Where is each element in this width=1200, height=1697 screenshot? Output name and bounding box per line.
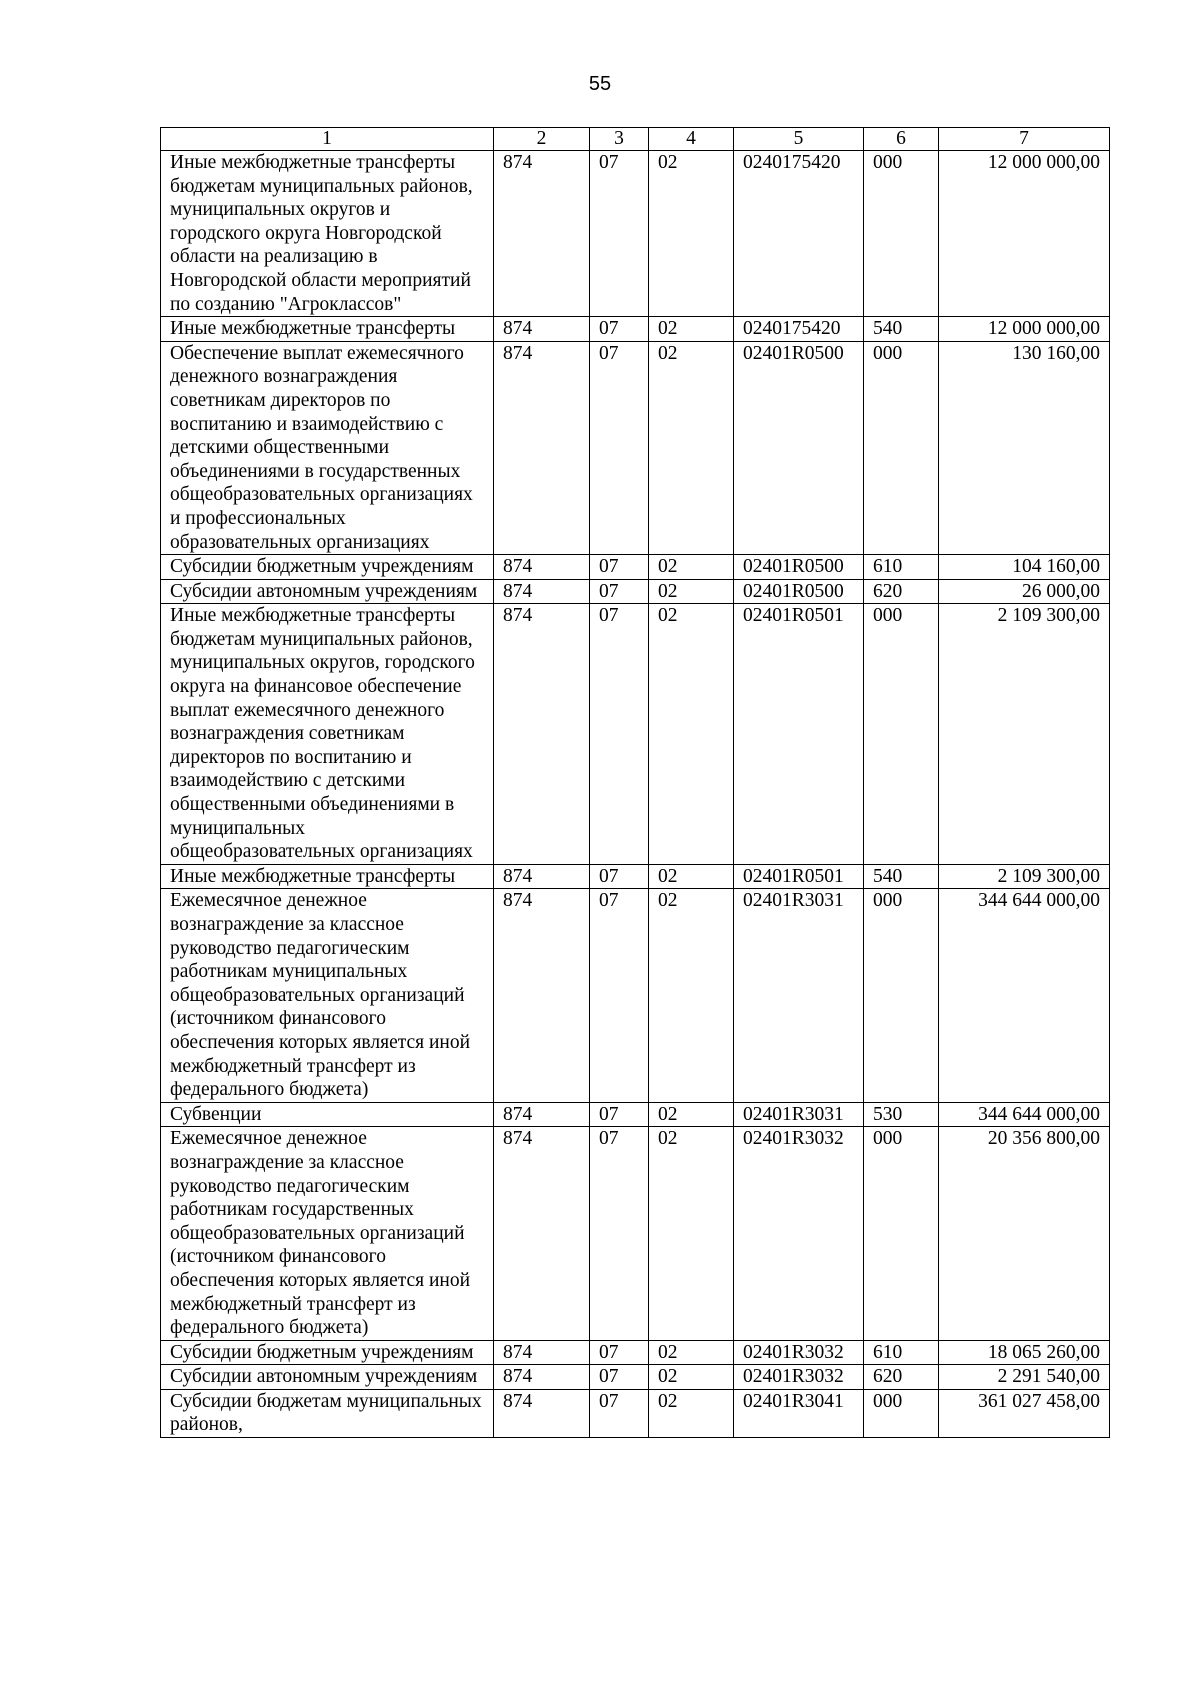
row-code-pr: 02 (649, 341, 734, 554)
table-row (161, 1127, 1110, 1340)
row-code-rz: 07 (590, 1389, 649, 1437)
row-name: Субвенции (161, 1102, 494, 1127)
header-col-3: 3 (590, 128, 649, 151)
row-code-vr: 000 (864, 341, 939, 554)
row-code-vr: 620 (864, 579, 939, 604)
table-row (161, 1365, 1110, 1390)
header-col-1: 1 (161, 128, 494, 151)
row-code-pr: 02 (649, 555, 734, 580)
table-row (161, 555, 1110, 580)
row-amount: 2 291 540,00 (939, 1365, 1110, 1390)
table-row (161, 1340, 1110, 1365)
row-code-pr: 02 (649, 1340, 734, 1365)
row-code-csr: 02401R3031 (734, 889, 864, 1102)
row-code-vr: 000 (864, 151, 939, 317)
row-code-pr: 02 (649, 864, 734, 889)
row-code-gr: 874 (494, 317, 590, 342)
row-code-vr: 540 (864, 317, 939, 342)
table-row (161, 889, 1110, 1102)
row-code-gr: 874 (494, 864, 590, 889)
row-code-gr: 874 (494, 1389, 590, 1437)
row-code-gr: 874 (494, 341, 590, 554)
row-code-gr: 874 (494, 579, 590, 604)
row-code-gr: 874 (494, 1340, 590, 1365)
row-code-pr: 02 (649, 1389, 734, 1437)
row-code-vr: 000 (864, 889, 939, 1102)
row-code-rz: 07 (590, 1365, 649, 1390)
table-row (161, 341, 1110, 554)
row-code-rz: 07 (590, 1127, 649, 1340)
row-code-gr: 874 (494, 151, 590, 317)
row-amount: 104 160,00 (939, 555, 1110, 580)
table-row (161, 579, 1110, 604)
row-code-csr: 0240175420 (734, 151, 864, 317)
row-code-gr: 874 (494, 604, 590, 865)
row-code-csr: 02401R3032 (734, 1365, 864, 1390)
row-code-rz: 07 (590, 151, 649, 317)
table-row (161, 864, 1110, 889)
row-code-rz: 07 (590, 889, 649, 1102)
row-amount: 344 644 000,00 (939, 889, 1110, 1102)
header-col-7: 7 (939, 128, 1110, 151)
row-code-csr: 02401R0501 (734, 864, 864, 889)
row-code-vr: 000 (864, 604, 939, 865)
row-amount: 26 000,00 (939, 579, 1110, 604)
row-code-csr: 02401R3032 (734, 1127, 864, 1340)
row-amount: 12 000 000,00 (939, 151, 1110, 317)
row-code-rz: 07 (590, 604, 649, 865)
row-code-csr: 02401R0501 (734, 604, 864, 865)
row-code-rz: 07 (590, 1102, 649, 1127)
row-code-rz: 07 (590, 1340, 649, 1365)
row-name: Субсидии бюджетным учреждениям (161, 1340, 494, 1365)
row-code-pr: 02 (649, 604, 734, 865)
row-amount: 12 000 000,00 (939, 317, 1110, 342)
row-name: Иные межбюджетные трансферты (161, 864, 494, 889)
row-code-pr: 02 (649, 1365, 734, 1390)
row-code-vr: 530 (864, 1102, 939, 1127)
row-code-csr: 02401R3041 (734, 1389, 864, 1437)
row-code-vr: 610 (864, 555, 939, 580)
header-col-4: 4 (649, 128, 734, 151)
row-name: Ежемесячное денежное вознаграждение за классное руководство педагогическим работникам муниципальных общеобразовательных организаций (источником финансового обеспечения которых является иной межбюджетный трансферт из федерального бюджета) (161, 889, 494, 1102)
row-code-rz: 07 (590, 317, 649, 342)
table-row (161, 604, 1110, 865)
row-name: Иные межбюджетные трансферты бюджетам муниципальных районов, муниципальных округов, городского округа на финансовое обеспечение выплат ежемесячного денежного вознаграждения советникам директоров по воспитанию и взаимодействию с детскими общественными объединениями в муниципальных общеобразовательных организациях (161, 604, 494, 865)
row-code-rz: 07 (590, 579, 649, 604)
row-name: Субсидии бюджетам муниципальных районов, (161, 1389, 494, 1437)
row-code-pr: 02 (649, 1127, 734, 1340)
header-row (161, 128, 1110, 151)
header-col-6: 6 (864, 128, 939, 151)
row-code-pr: 02 (649, 1102, 734, 1127)
row-code-vr: 000 (864, 1127, 939, 1340)
row-code-rz: 07 (590, 555, 649, 580)
row-amount: 2 109 300,00 (939, 864, 1110, 889)
row-code-vr: 620 (864, 1365, 939, 1390)
row-code-vr: 610 (864, 1340, 939, 1365)
row-code-gr: 874 (494, 1365, 590, 1390)
row-name: Субсидии автономным учреждениям (161, 579, 494, 604)
row-name: Иные межбюджетные трансферты (161, 317, 494, 342)
row-code-rz: 07 (590, 864, 649, 889)
table-row (161, 1389, 1110, 1437)
row-code-gr: 874 (494, 1102, 590, 1127)
row-code-csr: 02401R0500 (734, 579, 864, 604)
row-code-csr: 02401R3031 (734, 1102, 864, 1127)
row-code-rz: 07 (590, 341, 649, 554)
budget-table (160, 127, 1110, 1438)
table-row (161, 317, 1110, 342)
table-header (161, 128, 1110, 151)
table-row (161, 1102, 1110, 1127)
row-amount: 361 027 458,00 (939, 1389, 1110, 1437)
row-code-csr: 02401R0500 (734, 555, 864, 580)
row-amount: 2 109 300,00 (939, 604, 1110, 865)
row-code-vr: 000 (864, 1389, 939, 1437)
page-number: 55 (588, 73, 612, 95)
row-name: Ежемесячное денежное вознаграждение за классное руководство педагогическим работникам государственных общеобразовательных организаций (источником финансового обеспечения которых является иной межбюджетный трансферт из федерального бюджета) (161, 1127, 494, 1340)
row-amount: 18 065 260,00 (939, 1340, 1110, 1365)
table-row (161, 151, 1110, 317)
row-code-csr: 02401R3032 (734, 1340, 864, 1365)
row-code-pr: 02 (649, 151, 734, 317)
row-code-gr: 874 (494, 555, 590, 580)
table-body (161, 151, 1110, 1438)
row-name: Субсидии автономным учреждениям (161, 1365, 494, 1390)
row-amount: 20 356 800,00 (939, 1127, 1110, 1340)
row-code-pr: 02 (649, 889, 734, 1102)
header-col-5: 5 (734, 128, 864, 151)
row-code-gr: 874 (494, 1127, 590, 1340)
row-code-csr: 02401R0500 (734, 341, 864, 554)
row-code-csr: 0240175420 (734, 317, 864, 342)
header-col-2: 2 (494, 128, 590, 151)
row-name: Иные межбюджетные трансферты бюджетам муниципальных районов, муниципальных округов и городского округа Новгородской области на реализацию в Новгородской области мероприятий по созданию "Агроклассов" (161, 151, 494, 317)
row-name: Субсидии бюджетным учреждениям (161, 555, 494, 580)
row-code-vr: 540 (864, 864, 939, 889)
row-code-gr: 874 (494, 889, 590, 1102)
row-code-pr: 02 (649, 579, 734, 604)
row-amount: 344 644 000,00 (939, 1102, 1110, 1127)
row-name: Обеспечение выплат ежемесячного денежного вознаграждения советникам директоров по воспитанию и взаимодействию с детскими общественными объединениями в государственных общеобразовательных организациях и профессиональных образовательных организациях (161, 341, 494, 554)
row-amount: 130 160,00 (939, 341, 1110, 554)
row-code-pr: 02 (649, 317, 734, 342)
